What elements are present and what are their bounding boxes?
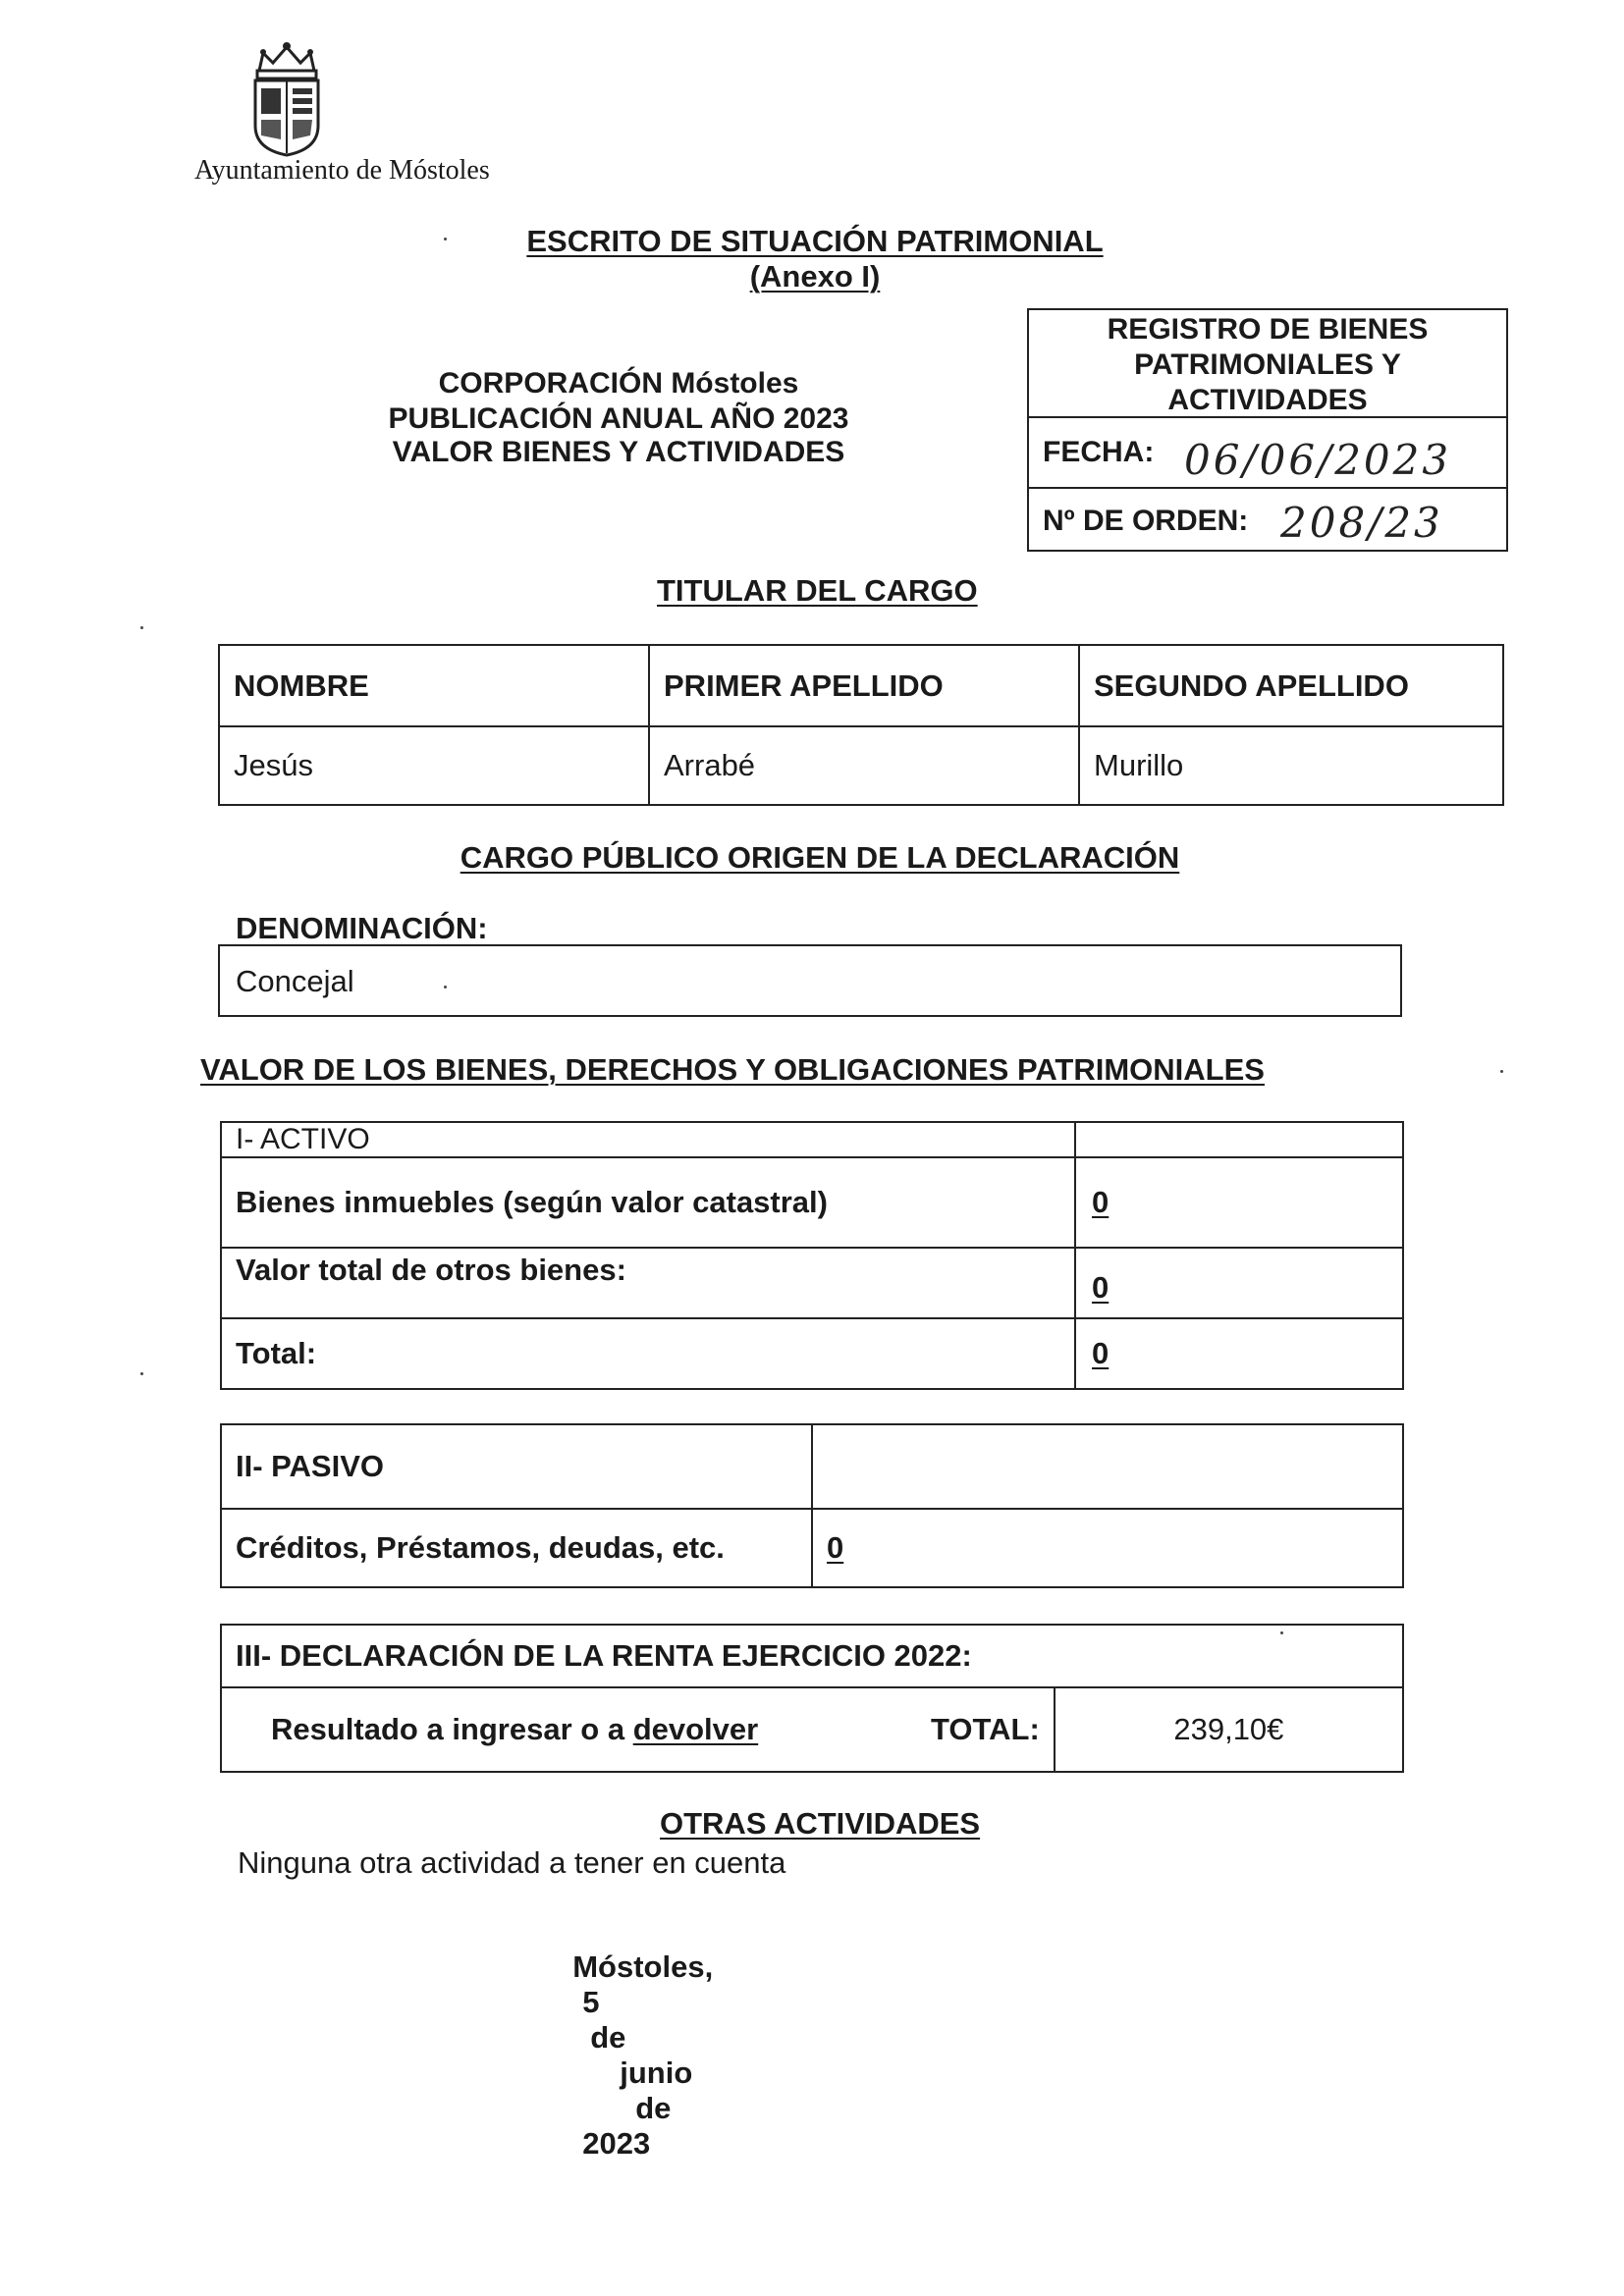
activo-heading: I- ACTIVO	[221, 1122, 1075, 1157]
renta-total-label: TOTAL:	[917, 1687, 1055, 1772]
denominacion-label: DENOMINACIÓN:	[236, 911, 488, 945]
signature-year: 2023	[582, 2126, 651, 2161]
titular-header-row	[219, 645, 1503, 726]
activo-header-row	[221, 1122, 1403, 1157]
corporation-line-3: VALOR BIENES Y ACTIVIDADES	[392, 436, 845, 468]
document-title: ESCRITO DE SITUACIÓN PATRIMONIAL	[526, 224, 1104, 258]
activo-row	[221, 1157, 1403, 1248]
activo-total-label: Total:	[221, 1318, 1075, 1389]
activo-table	[220, 1121, 1404, 1390]
creditos-value: 0	[812, 1509, 1403, 1587]
otras-heading: OTRAS ACTIVIDADES	[660, 1806, 981, 1841]
orden-handwritten-value: 208/23	[1280, 499, 1443, 547]
cargo-heading: CARGO PÚBLICO ORIGEN DE LA DECLARACIÓN	[460, 840, 1180, 875]
orden-label: Nº DE ORDEN:	[1043, 505, 1249, 537]
pasivo-header-row	[221, 1424, 1403, 1509]
column-primer-apellido: PRIMER APELLIDO	[649, 645, 1079, 726]
renta-result-label	[221, 1687, 917, 1772]
scan-speck	[140, 1372, 143, 1375]
scan-speck	[444, 986, 447, 988]
scan-speck	[140, 626, 143, 629]
signature-de-1: de	[590, 2020, 626, 2055]
column-segundo-apellido: SEGUNDO APELLIDO	[1079, 645, 1503, 726]
coat-of-arms-logo	[240, 41, 334, 157]
signature-place: Móstoles,	[572, 1949, 714, 1984]
corporation-line-2: PUBLICACIÓN ANUAL AÑO 2023	[388, 402, 849, 435]
otros-bienes-label: Valor total de otros bienes:	[221, 1248, 1075, 1318]
renta-result-prefix: Resultado a ingresar o a	[271, 1712, 625, 1746]
registry-heading: REGISTRO DE BIENES PATRIMONIALES Y ACTIVIDADES	[1107, 313, 1429, 416]
scan-speck	[444, 238, 447, 240]
bienes-inmuebles-label: Bienes inmuebles (según valor catastral)	[221, 1157, 1075, 1248]
registry-box	[1027, 308, 1508, 552]
titular-table	[218, 644, 1504, 806]
otros-bienes-value: 0	[1075, 1248, 1403, 1318]
creditos-label: Créditos, Préstamos, deudas, etc.	[221, 1509, 812, 1587]
titular-value-row	[219, 726, 1503, 805]
activo-total-value: 0	[1075, 1318, 1403, 1389]
column-nombre: NOMBRE	[219, 645, 649, 726]
signature-month: junio	[620, 2056, 693, 2090]
fecha-handwritten-value: 06/06/2023	[1184, 436, 1452, 484]
renta-result-devolver: devolver	[632, 1712, 759, 1746]
renta-header-row	[221, 1625, 1403, 1687]
renta-table	[220, 1624, 1404, 1773]
renta-heading: III- DECLARACIÓN DE LA RENTA EJERCICIO 2022:	[221, 1625, 1403, 1687]
signature-date-line	[556, 1914, 713, 2162]
activo-row	[221, 1318, 1403, 1389]
otras-text: Ninguna otra actividad a tener en cuenta	[238, 1845, 786, 1880]
segundo-apellido-value: Murillo	[1079, 726, 1503, 805]
denominacion-box	[218, 944, 1402, 1017]
pasivo-row	[221, 1509, 1403, 1587]
renta-result-row	[221, 1687, 1403, 1772]
valor-heading: VALOR DE LOS BIENES, DERECHOS Y OBLIGACIONES PATRIMONIALES	[200, 1052, 1265, 1087]
primer-apellido-value: Arrabé	[649, 726, 1079, 805]
renta-total-value: 239,10€	[1055, 1687, 1403, 1772]
pasivo-table	[220, 1423, 1404, 1588]
signature-de-2: de	[635, 2091, 672, 2125]
document-subtitle: (Anexo I)	[749, 259, 881, 294]
organization-name: Ayuntamiento de Móstoles	[194, 155, 490, 186]
bienes-inmuebles-value: 0	[1075, 1157, 1403, 1248]
titular-heading: TITULAR DEL CARGO	[657, 573, 978, 608]
activo-row	[221, 1248, 1403, 1318]
pasivo-heading: II- PASIVO	[221, 1424, 812, 1509]
signature-day: 5	[582, 1985, 600, 2019]
fecha-label: FECHA:	[1043, 436, 1155, 468]
nombre-value: Jesús	[219, 726, 649, 805]
scan-speck	[1500, 1070, 1503, 1073]
scan-speck	[1280, 1631, 1283, 1634]
denominacion-value: Concejal	[236, 964, 354, 998]
corporation-line-1: CORPORACIÓN Móstoles	[438, 367, 799, 400]
